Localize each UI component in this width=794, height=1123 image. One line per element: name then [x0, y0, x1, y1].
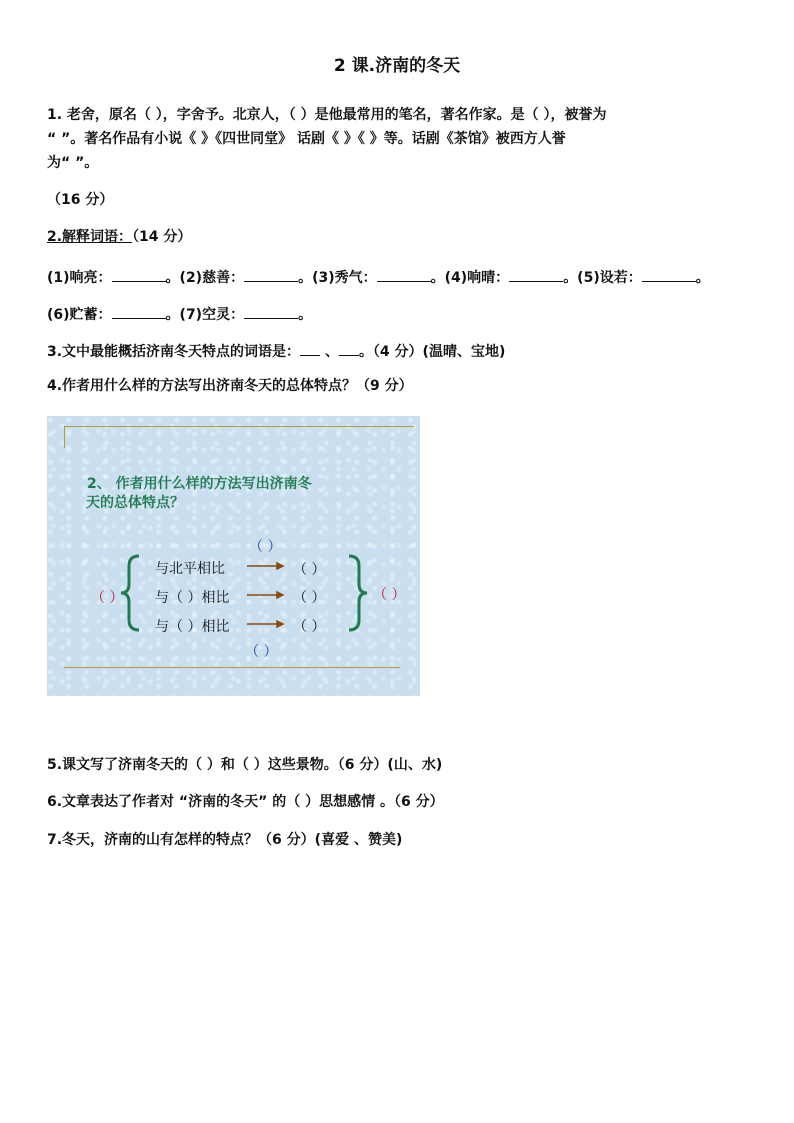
word-item-label: 。 — [298, 307, 313, 323]
question-5: 5.课文写了济南冬天的（ ）和（ ）这些景物。（6 分）(山、水) — [47, 757, 443, 773]
question-2-score: （14 分） — [132, 229, 192, 245]
slide-question-line-2: 天的总体特点？ — [86, 495, 184, 511]
slide-result-2: （ ） — [293, 590, 326, 606]
question-1-line-2: “ ”。著名作品有小说《 》《四世同堂》 话剧《 》《 》等。话剧《茶馆》被西方人誉 — [47, 131, 566, 147]
word-item-label: 。 — [695, 270, 710, 286]
answer-blank[interactable] — [339, 342, 359, 356]
word-item-label: 。(2)慈善： — [165, 270, 245, 286]
slide-paren-left: （ ） — [91, 590, 124, 606]
word-item-label: 。(7)空灵： — [165, 307, 245, 323]
question-2-title: 2.解释词语： — [47, 229, 133, 245]
word-item-label: 。(3)秀气： — [298, 270, 377, 286]
question-3-tail: 。（4 分）(温晴、宝地) — [358, 344, 506, 360]
question-7: 7.冬天，济南的山有怎样的特点？（6 分）(喜爱 、赞美) — [47, 832, 403, 848]
question-4: 4.作者用什么样的方法写出济南冬天的总体特点？（9 分） — [47, 378, 413, 394]
word-item-label: (6)贮蓄： — [47, 307, 112, 323]
question-3-separator: 、 — [324, 344, 339, 360]
answer-blank[interactable] — [244, 305, 298, 319]
word-item-label: 。(4)响晴： — [430, 270, 510, 286]
slide-image — [47, 416, 420, 696]
question-2-heading — [47, 230, 191, 244]
answer-blank[interactable] — [642, 268, 696, 282]
question-3-text: 3.文中最能概括济南冬天特点的词语是： — [47, 344, 301, 360]
right-brace — [349, 556, 367, 630]
slide-result-1: （ ） — [293, 562, 326, 578]
word-item-label: 。(5)设若： — [563, 270, 642, 286]
slide-result-3: （ ） — [293, 619, 326, 635]
slide-question-line-1: 2、 作者用什么样的方法写出济南冬 — [87, 476, 312, 492]
answer-blank[interactable] — [509, 268, 563, 282]
slide-paren-right: （ ） — [373, 587, 406, 603]
question-1-line-1: 1. 老舍，原名（ ），字舍予。北京人，（ ）是他最常用的笔名，著名作家。是（ ），被誉为 — [47, 107, 607, 123]
slide-row-1: 与北平相比 — [155, 561, 225, 577]
question-1-line-3: 为“ ”。 — [47, 155, 99, 171]
arrow-3-head — [277, 621, 283, 627]
question-6: 6.文章表达了作者对 “济南的冬天” 的（ ）思想感情 。（6 分） — [47, 794, 444, 810]
question-2-items-row-2 — [47, 305, 312, 322]
slide-diagram-lines — [47, 416, 420, 696]
slide-paren-top: （ ） — [249, 539, 282, 555]
answer-blank[interactable] — [300, 342, 320, 356]
question-3 — [47, 342, 505, 359]
arrow-2-head — [277, 592, 283, 598]
word-item-label: (1)响亮： — [47, 270, 112, 286]
page-title: 2 课.济南的冬天 — [333, 56, 461, 76]
slide-row-3: 与（ ）相比 — [155, 619, 230, 635]
slide-paren-bottom: （ ） — [245, 644, 278, 660]
slide-row-2: 与（ ）相比 — [155, 590, 230, 606]
answer-blank[interactable] — [112, 268, 166, 282]
answer-blank[interactable] — [112, 305, 166, 319]
answer-blank[interactable] — [377, 268, 431, 282]
question-2-items-row-1 — [47, 268, 710, 285]
left-brace — [121, 556, 139, 630]
answer-blank[interactable] — [244, 268, 298, 282]
arrow-1-head — [277, 563, 283, 569]
question-1-score: （16 分） — [47, 192, 114, 208]
